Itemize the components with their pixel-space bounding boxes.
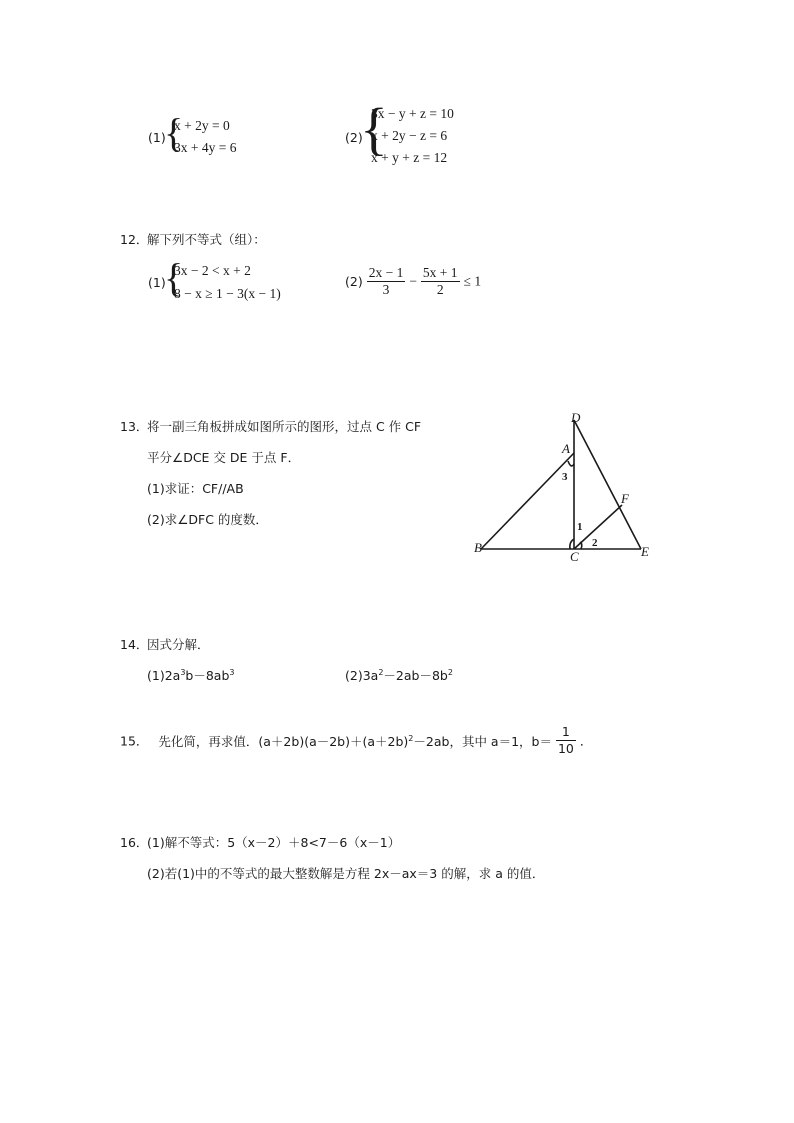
q15-number: 15． bbox=[120, 733, 149, 749]
q11-part2-eq1: 3x − y + z = 10 bbox=[371, 106, 454, 121]
q12-frac2-numerator: 5x + 1 bbox=[422, 265, 458, 280]
q15-fraction: $\frac{1}{10}$ bbox=[557, 724, 574, 756]
q11-part1-eq2: 3x + 4y = 6 bbox=[174, 140, 237, 155]
angle-2-arc bbox=[580, 542, 582, 549]
q15-text: 先化简，再求值．$(a+2b)(a-2b)+(a+2b)^2-2ab$，其中 a＝1，b＝ bbox=[158, 733, 552, 749]
q14-part2: $(2)3a^2-2ab-8b^2$ bbox=[345, 667, 453, 683]
label-angle-2: 2 bbox=[592, 537, 598, 549]
q11-part2-brace: { bbox=[360, 96, 388, 161]
q14-number: 14． bbox=[120, 637, 149, 652]
q12-part2-minus: − bbox=[409, 273, 417, 289]
q13-sub2: (2)求∠DFC 的度数． bbox=[147, 512, 268, 527]
label-c: C bbox=[570, 549, 579, 564]
q12-part2-rhs: ≤ 1 bbox=[463, 273, 482, 289]
q11-part2-eq3: x + y + z = 12 bbox=[371, 150, 448, 165]
label-f: F bbox=[621, 491, 629, 506]
q12-part1-brace: { bbox=[164, 255, 184, 300]
q12-part1-ineq2: 8 − x ≥ 1 − 3(x − 1) bbox=[174, 286, 281, 301]
label-e: E bbox=[641, 544, 649, 559]
label-a: A bbox=[562, 441, 570, 456]
q13-sub1: (1)求证：CF//AB bbox=[147, 481, 244, 496]
q12-frac2-denominator: 2 bbox=[436, 282, 444, 297]
q13-line2: 平分∠DCE 交 DE 于点 F． bbox=[147, 450, 301, 465]
question-15: 15． 先化简，再求值．$(a+2b)(a-2b)+(a+2b)^2-2ab$，其中 a＝1，b＝ $\frac{1}{10}$ ． bbox=[120, 724, 593, 756]
q12-part2 bbox=[345, 265, 481, 298]
line-de bbox=[574, 420, 641, 549]
q11-part1-eq1: x + 2y = 0 bbox=[174, 118, 230, 133]
q12-part2-frac1 bbox=[367, 265, 406, 298]
q12-frac1-numerator: 2x − 1 bbox=[368, 265, 404, 280]
q11-part1-label: (1) bbox=[148, 130, 166, 145]
triangle-figure bbox=[465, 405, 665, 565]
angle-3-arc bbox=[568, 461, 574, 466]
q14-text: 因式分解． bbox=[147, 637, 210, 652]
q14-part1: $(1)2a^3b-8ab^3$ bbox=[147, 667, 235, 683]
q12-part1-label: (1) bbox=[148, 275, 166, 290]
q12-frac1-denominator: 3 bbox=[382, 282, 390, 297]
q12-part2-frac2 bbox=[421, 265, 460, 298]
q11-part2-label: (2) bbox=[345, 130, 363, 145]
q12-part2-label: (2) bbox=[345, 274, 363, 289]
q16-sub1: (1)解不等式：5（x－2）＋8<7－6（x－1） bbox=[147, 835, 401, 850]
q13-number: 13． bbox=[120, 419, 149, 434]
q16-sub2: (2)若(1)中的不等式的最大整数解是方程 2x－ax＝3 的解，求 a 的值． bbox=[147, 866, 545, 881]
q12-number: 12． bbox=[120, 232, 149, 247]
q11-part1-brace: { bbox=[164, 110, 184, 155]
q11-part2-eq2: x + 2y − z = 6 bbox=[371, 128, 448, 143]
label-angle-3: 3 bbox=[562, 471, 568, 483]
label-angle-1: 1 bbox=[577, 521, 583, 533]
q12-part1-ineq1: 3x − 2 < x + 2 bbox=[174, 263, 251, 278]
q16-number: 16． bbox=[120, 835, 149, 850]
q12-text: 解下列不等式（组）： bbox=[147, 232, 266, 247]
label-b: B bbox=[474, 540, 482, 555]
q13-line1: 将一副三角板拼成如图所示的图形，过点 C 作 CF bbox=[147, 419, 422, 434]
line-ba bbox=[481, 453, 574, 549]
label-d: D bbox=[571, 410, 581, 425]
